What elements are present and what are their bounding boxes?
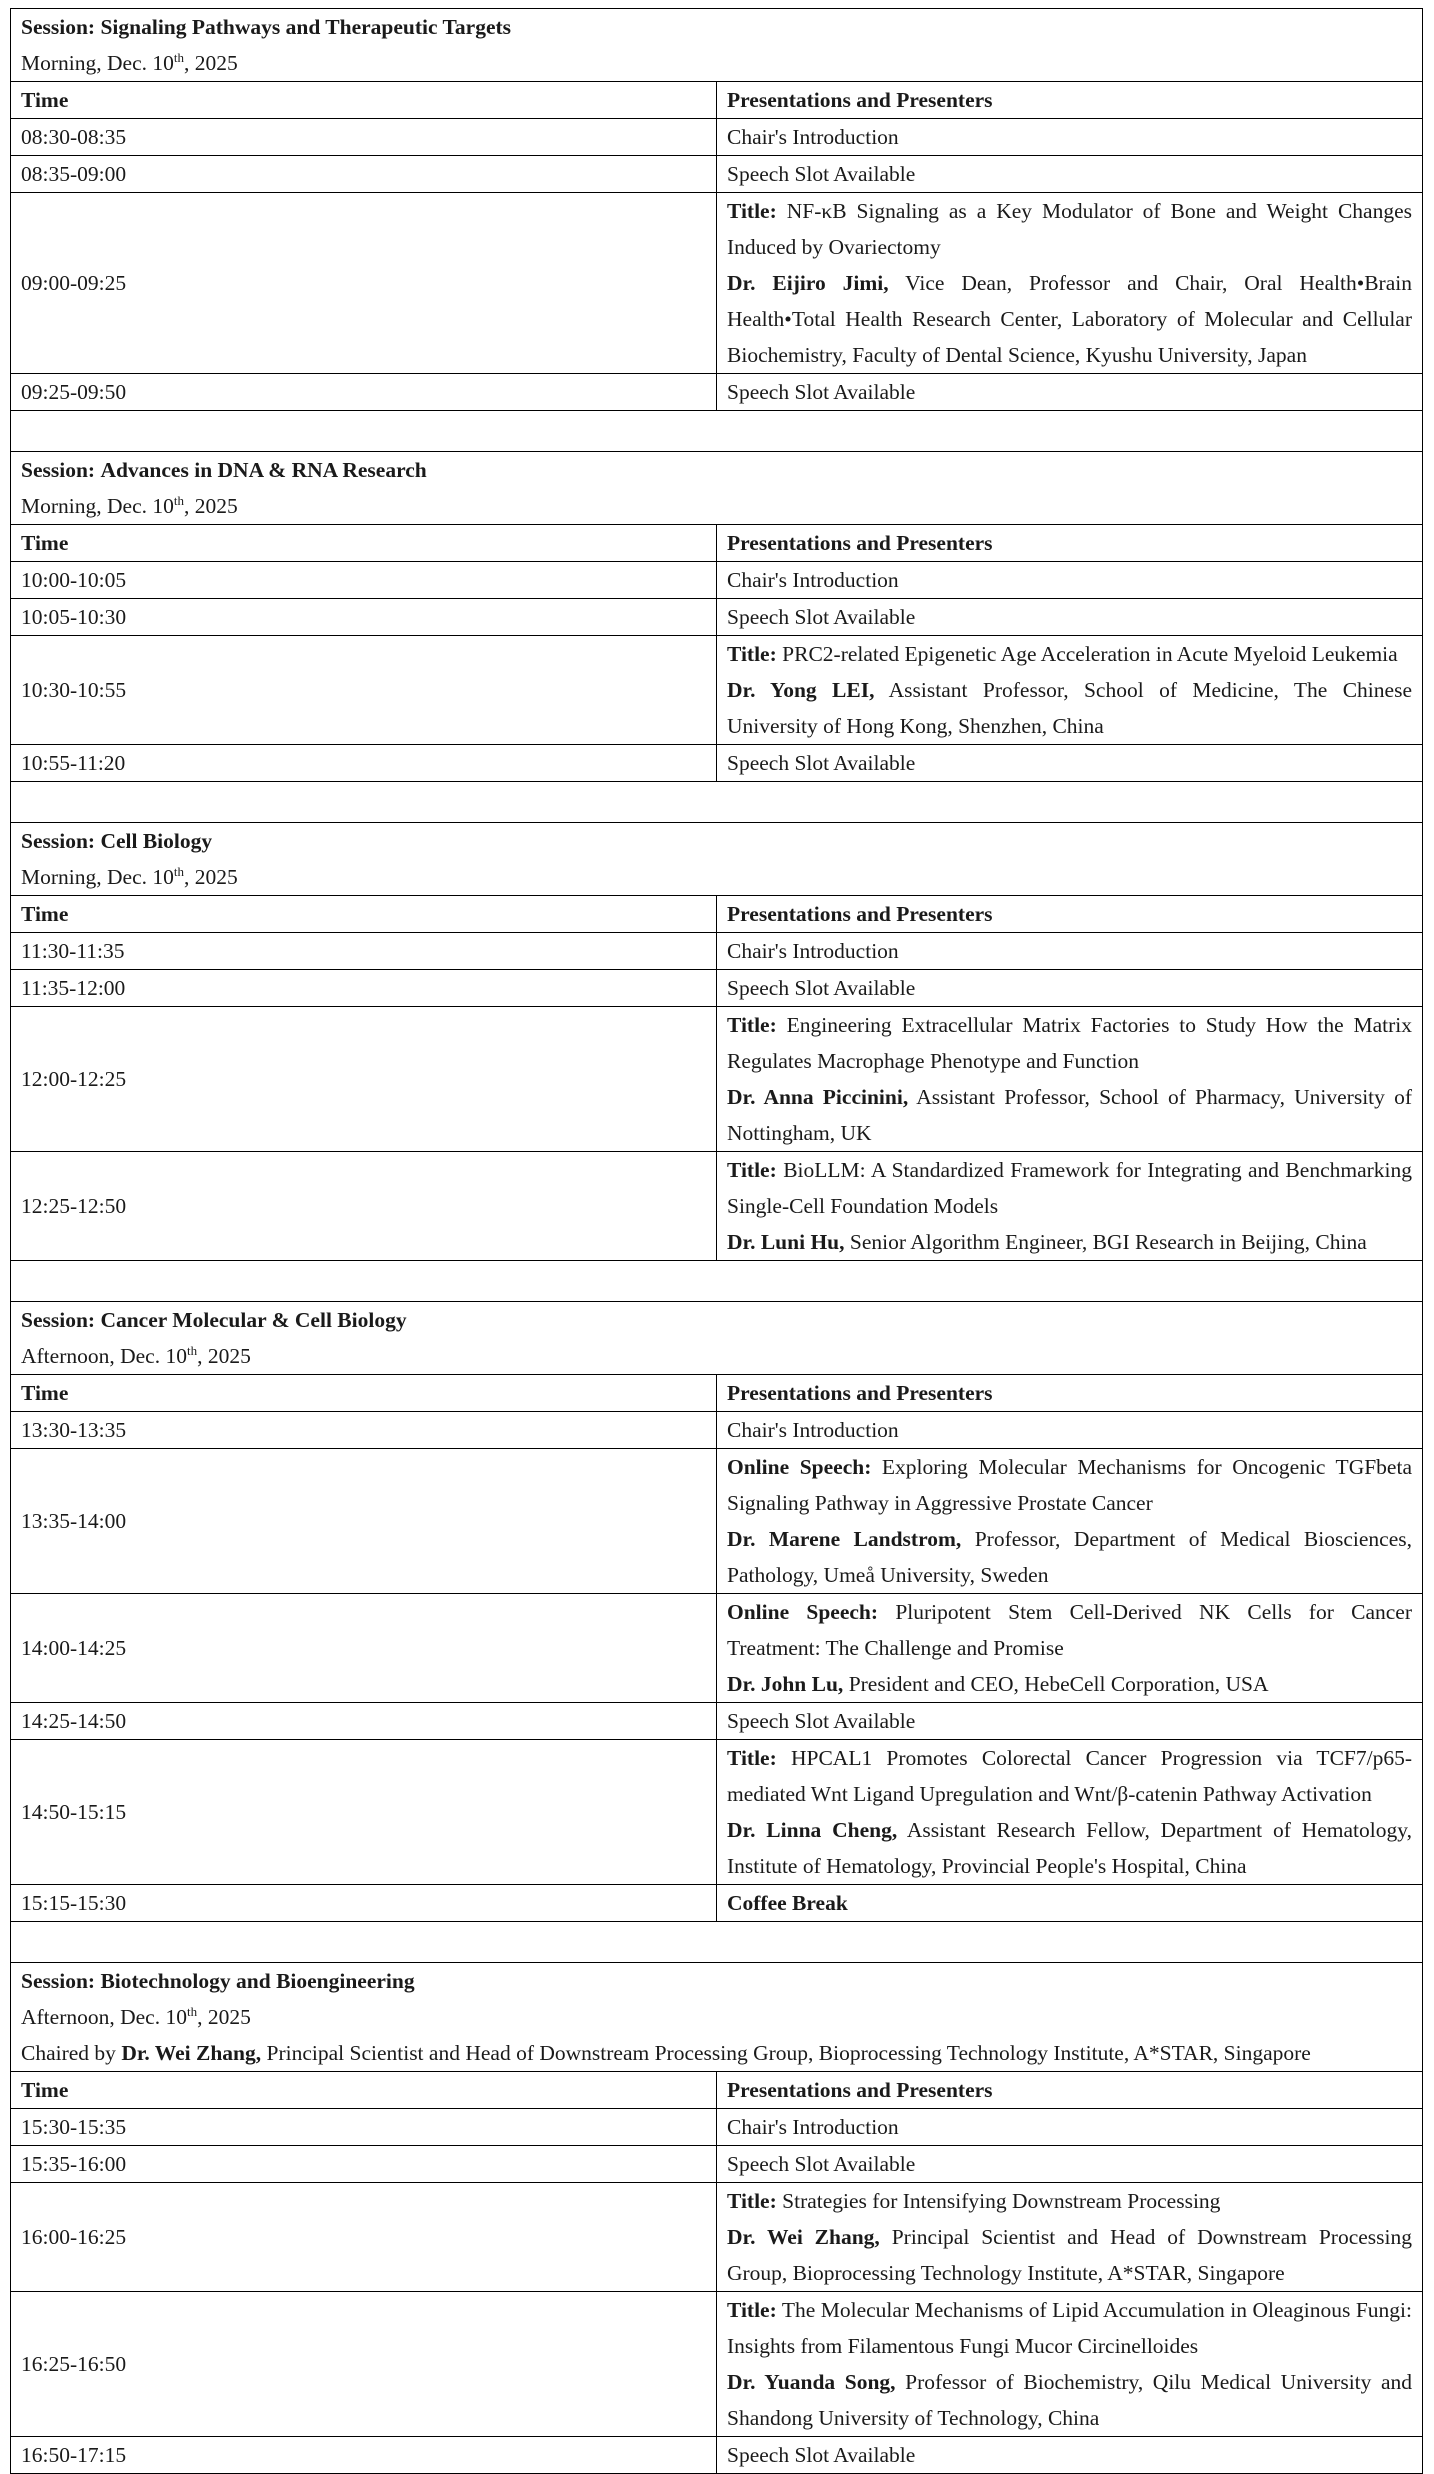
time-cell: 14:25-14:50	[11, 1703, 717, 1740]
session-header	[11, 9, 1423, 82]
session-title-line	[21, 9, 1412, 45]
slot-text: Chair's Introduction	[727, 1418, 899, 1442]
session-date-sup: th	[173, 863, 184, 879]
presenter-name: Dr. Yuanda Song,	[727, 2370, 896, 2394]
session-date-suffix: , 2025	[197, 2005, 251, 2029]
session-date	[21, 859, 1412, 895]
presenter-affiliation: Assistant Research Fellow, Department of Hematology, Institute of Hematology, Provincial People's Hospital, China	[727, 1818, 1412, 1878]
time-cell: 15:35-16:00	[11, 2146, 717, 2183]
presenter-name: Dr. Eijiro Jimi,	[727, 271, 889, 295]
presenter-line	[727, 1521, 1412, 1593]
presentation-cell	[717, 599, 1423, 636]
presentation-cell	[717, 1885, 1423, 1922]
session-title-line	[21, 1963, 1412, 1999]
session-header-row	[11, 9, 1423, 82]
session-date-prefix: Morning, Dec. 10	[21, 51, 174, 75]
presentation-cell	[717, 562, 1423, 599]
talk-kind-label: Title:	[727, 1158, 777, 1182]
slot-text: Speech Slot Available	[727, 2443, 916, 2467]
session-date-prefix: Morning, Dec. 10	[21, 865, 174, 889]
talk-title-line	[727, 1740, 1412, 1812]
session-spacer	[11, 1922, 1423, 1963]
talk-title-line	[727, 2292, 1412, 2364]
time-cell: 09:00-09:25	[11, 193, 717, 374]
presenter-affiliation: Principal Scientist and Head of Downstream Processing Group, Bioprocessing Technology Institute, A*STAR, Singapore	[727, 2225, 1413, 2285]
time-cell: 11:35-12:00	[11, 970, 717, 1007]
talk-title: Engineering Extracellular Matrix Factories to Study How the Matrix Regulates Macrophage Phenotype and Function	[727, 1013, 1413, 1073]
table-row	[11, 1740, 1423, 1885]
talk-title: Strategies for Intensifying Downstream Processing	[782, 2189, 1221, 2213]
time-cell: 13:30-13:35	[11, 1412, 717, 1449]
table-row	[11, 599, 1423, 636]
session-title: Advances in DNA & RNA Research	[100, 458, 427, 482]
presenter-line	[727, 672, 1412, 744]
session-header-row	[11, 452, 1423, 525]
time-cell: 14:50-15:15	[11, 1740, 717, 1885]
talk-kind-label: Title:	[727, 1013, 777, 1037]
session-label: Session:	[21, 1308, 96, 1332]
break-label: Coffee Break	[727, 1891, 848, 1915]
session-date	[21, 1999, 1412, 2035]
presentation-cell	[717, 1007, 1423, 1152]
column-header-time: Time	[11, 525, 717, 562]
presentation-cell	[717, 1703, 1423, 1740]
presentation-cell	[717, 933, 1423, 970]
talk-title-line	[727, 1594, 1412, 1666]
talk-title: BioLLM: A Standardized Framework for Integrating and Benchmarking Single-Cell Foundation Models	[727, 1158, 1413, 1218]
table-row	[11, 2292, 1423, 2437]
table-row	[11, 636, 1423, 745]
slot-text: Speech Slot Available	[727, 380, 916, 404]
slot-text: Speech Slot Available	[727, 162, 916, 186]
talk-kind-label: Title:	[727, 642, 777, 666]
presentation-cell	[717, 156, 1423, 193]
table-row	[11, 2109, 1423, 2146]
presenter-affiliation: Professor of Biochemistry, Qilu Medical University and Shandong University of Technology, China	[727, 2370, 1413, 2430]
talk-title: HPCAL1 Promotes Colorectal Cancer Progression via TCF7/p65-mediated Wnt Ligand Upregulation and Wnt/β-catenin Pathway Activation	[727, 1746, 1412, 1806]
table-row	[11, 2437, 1423, 2474]
presentation-cell	[717, 2109, 1423, 2146]
session-date-suffix: , 2025	[184, 51, 238, 75]
session-date	[21, 1338, 1412, 1374]
session-title-line	[21, 452, 1412, 488]
time-cell: 10:00-10:05	[11, 562, 717, 599]
presentation-cell	[717, 1449, 1423, 1594]
column-header-time: Time	[11, 2072, 717, 2109]
session-date-suffix: , 2025	[184, 494, 238, 518]
session-header	[11, 1963, 1423, 2072]
slot-text: Speech Slot Available	[727, 2152, 916, 2176]
session-date-suffix: , 2025	[197, 1344, 251, 1368]
talk-title: Exploring Molecular Mechanisms for Oncogenic TGFbeta Signaling Pathway in Aggressive Prostate Cancer	[727, 1455, 1412, 1515]
column-header-presentations: Presentations and Presenters	[717, 525, 1423, 562]
talk-title-line	[727, 2183, 1412, 2219]
column-header-row	[11, 82, 1423, 119]
table-row	[11, 1703, 1423, 1740]
table-row	[11, 1885, 1423, 1922]
presenter-name: Dr. Linna Cheng,	[727, 1818, 898, 1842]
session-header-row	[11, 1963, 1423, 2072]
column-header-row	[11, 896, 1423, 933]
session-date-sup: th	[173, 49, 184, 65]
slot-text: Speech Slot Available	[727, 976, 916, 1000]
presentation-cell	[717, 2437, 1423, 2474]
presenter-affiliation: Senior Algorithm Engineer, BGI Research in Beijing, China	[849, 1230, 1367, 1254]
table-row	[11, 1007, 1423, 1152]
presenter-line	[727, 265, 1412, 373]
schedule-document	[10, 8, 1423, 2474]
session-chair	[21, 2035, 1412, 2071]
time-cell: 12:25-12:50	[11, 1152, 717, 1261]
slot-text: Speech Slot Available	[727, 1709, 916, 1733]
presentation-cell	[717, 2146, 1423, 2183]
slot-text: Speech Slot Available	[727, 605, 916, 629]
presenter-line	[727, 1812, 1412, 1884]
table-row	[11, 1594, 1423, 1703]
time-cell: 14:00-14:25	[11, 1594, 717, 1703]
presentation-cell	[717, 1152, 1423, 1261]
time-cell: 10:55-11:20	[11, 745, 717, 782]
session-header	[11, 1302, 1423, 1375]
presentation-cell	[717, 745, 1423, 782]
session-spacer	[11, 411, 1423, 452]
table-row	[11, 1412, 1423, 1449]
session-title: Signaling Pathways and Therapeutic Targets	[100, 15, 512, 39]
presentation-cell	[717, 2292, 1423, 2437]
session-date	[21, 45, 1412, 81]
talk-kind-label: Online Speech:	[727, 1455, 872, 1479]
time-cell: 16:25-16:50	[11, 2292, 717, 2437]
column-header-presentations: Presentations and Presenters	[717, 1375, 1423, 1412]
table-row	[11, 2183, 1423, 2292]
time-cell: 11:30-11:35	[11, 933, 717, 970]
session-label: Session:	[21, 458, 96, 482]
table-row	[11, 374, 1423, 411]
talk-kind-label: Online Speech:	[727, 1600, 879, 1624]
spacer-cell	[11, 1261, 1423, 1302]
chair-affiliation: Principal Scientist and Head of Downstream Processing Group, Bioprocessing Technology Institute, A*STAR, Singapore	[266, 2041, 1311, 2065]
chair-name: Dr. Wei Zhang,	[121, 2041, 262, 2065]
presentation-cell	[717, 1594, 1423, 1703]
column-header-presentations: Presentations and Presenters	[717, 896, 1423, 933]
presentation-cell	[717, 1740, 1423, 1885]
column-header-time: Time	[11, 82, 717, 119]
presenter-name: Dr. Marene Landstrom,	[727, 1527, 962, 1551]
table-row	[11, 119, 1423, 156]
column-header-time: Time	[11, 896, 717, 933]
slot-text: Chair's Introduction	[727, 939, 899, 963]
table-row	[11, 2146, 1423, 2183]
presentation-cell	[717, 2183, 1423, 2292]
session-header	[11, 823, 1423, 896]
table-row	[11, 1449, 1423, 1594]
session-title-line	[21, 823, 1412, 859]
session-title: Cancer Molecular & Cell Biology	[100, 1308, 407, 1332]
presenter-affiliation: Assistant Professor, School of Pharmacy, University of Nottingham, UK	[727, 1085, 1412, 1145]
slot-text: Chair's Introduction	[727, 125, 899, 149]
talk-title-line	[727, 636, 1412, 672]
presenter-name: Dr. Luni Hu,	[727, 1230, 845, 1254]
session-label: Session:	[21, 829, 96, 853]
table-row	[11, 156, 1423, 193]
table-row	[11, 970, 1423, 1007]
time-cell: 13:35-14:00	[11, 1449, 717, 1594]
time-cell: 10:30-10:55	[11, 636, 717, 745]
spacer-cell	[11, 1922, 1423, 1963]
presenter-name: Dr. Anna Piccinini,	[727, 1085, 909, 1109]
session-header	[11, 452, 1423, 525]
time-cell: 15:30-15:35	[11, 2109, 717, 2146]
session-spacer	[11, 1261, 1423, 1302]
session-date-suffix: , 2025	[184, 865, 238, 889]
talk-title-line	[727, 193, 1412, 265]
column-header-presentations: Presentations and Presenters	[717, 2072, 1423, 2109]
session-spacer	[11, 782, 1423, 823]
spacer-cell	[11, 411, 1423, 452]
session-label: Session:	[21, 1969, 96, 1993]
session-label: Session:	[21, 15, 96, 39]
time-cell: 12:00-12:25	[11, 1007, 717, 1152]
column-header-time: Time	[11, 1375, 717, 1412]
presenter-affiliation: President and CEO, HebeCell Corporation, USA	[848, 1672, 1269, 1696]
talk-title: The Molecular Mechanisms of Lipid Accumulation in Oleaginous Fungi: Insights from Filamentous Fungi Mucor Circinelloides	[727, 2298, 1412, 2358]
presenter-affiliation: Vice Dean, Professor and Chair, Oral Health•Brain Health•Total Health Research Center, Laboratory of Molecular and Cellular Biochemistry, Faculty of Dental Science, Kyushu University, Japan	[727, 271, 1412, 367]
time-cell: 16:00-16:25	[11, 2183, 717, 2292]
column-header-row	[11, 1375, 1423, 1412]
talk-title: NF-κB Signaling as a Key Modulator of Bone and Weight Changes Induced by Ovariectomy	[727, 199, 1413, 259]
session-date-prefix: Afternoon, Dec. 10	[21, 1344, 187, 1368]
talk-kind-label: Title:	[727, 1746, 777, 1770]
session-date-prefix: Afternoon, Dec. 10	[21, 2005, 187, 2029]
talk-kind-label: Title:	[727, 2298, 777, 2322]
table-row	[11, 1152, 1423, 1261]
presenter-line	[727, 2219, 1412, 2291]
table-row	[11, 562, 1423, 599]
column-header-presentations: Presentations and Presenters	[717, 82, 1423, 119]
presenter-affiliation: Assistant Professor, School of Medicine, The Chinese University of Hong Kong, Shenzhen, China	[727, 678, 1412, 738]
session-date-sup: th	[186, 2003, 198, 2019]
presenter-line	[727, 1666, 1412, 1702]
session-header-row	[11, 1302, 1423, 1375]
presentation-cell	[717, 970, 1423, 1007]
time-cell: 08:30-08:35	[11, 119, 717, 156]
session-title: Cell Biology	[100, 829, 213, 853]
talk-title: Pluripotent Stem Cell-Derived NK Cells for Cancer Treatment: The Challenge and Promise	[727, 1600, 1413, 1660]
session-date-prefix: Morning, Dec. 10	[21, 494, 174, 518]
presenter-name: Dr. Yong LEI,	[727, 678, 875, 702]
chair-prefix: Chaired by	[21, 2041, 116, 2065]
talk-kind-label: Title:	[727, 2189, 777, 2213]
talk-title-line	[727, 1007, 1412, 1079]
talk-title: PRC2-related Epigenetic Age Acceleration in Acute Myeloid Leukemia	[782, 642, 1398, 666]
time-cell: 09:25-09:50	[11, 374, 717, 411]
talk-title-line	[727, 1449, 1412, 1521]
table-row	[11, 193, 1423, 374]
slot-text: Chair's Introduction	[727, 568, 899, 592]
presentation-cell	[717, 374, 1423, 411]
session-title-line	[21, 1302, 1412, 1338]
time-cell: 08:35-09:00	[11, 156, 717, 193]
schedule-table	[10, 8, 1423, 2474]
session-date-sup: th	[186, 1342, 198, 1358]
presenter-line	[727, 2364, 1412, 2436]
column-header-row	[11, 525, 1423, 562]
session-title: Biotechnology and Bioengineering	[100, 1969, 415, 1993]
column-header-row	[11, 2072, 1423, 2109]
presenter-name: Dr. John Lu,	[727, 1672, 844, 1696]
time-cell: 15:15-15:30	[11, 1885, 717, 1922]
presenter-line	[727, 1224, 1412, 1260]
presentation-cell	[717, 193, 1423, 374]
presentation-cell	[717, 636, 1423, 745]
presenter-line	[727, 1079, 1412, 1151]
spacer-cell	[11, 782, 1423, 823]
presentation-cell	[717, 1412, 1423, 1449]
slot-text: Speech Slot Available	[727, 751, 916, 775]
slot-text: Chair's Introduction	[727, 2115, 899, 2139]
table-row	[11, 745, 1423, 782]
time-cell: 10:05-10:30	[11, 599, 717, 636]
presentation-cell	[717, 119, 1423, 156]
session-date	[21, 488, 1412, 524]
time-cell: 16:50-17:15	[11, 2437, 717, 2474]
talk-title-line	[727, 1152, 1412, 1224]
presenter-name: Dr. Wei Zhang,	[727, 2225, 880, 2249]
session-date-sup: th	[173, 492, 184, 508]
table-row	[11, 933, 1423, 970]
talk-kind-label: Title:	[727, 199, 777, 223]
presenter-affiliation: Professor, Department of Medical Biosciences, Pathology, Umeå University, Sweden	[727, 1527, 1413, 1587]
session-header-row	[11, 823, 1423, 896]
